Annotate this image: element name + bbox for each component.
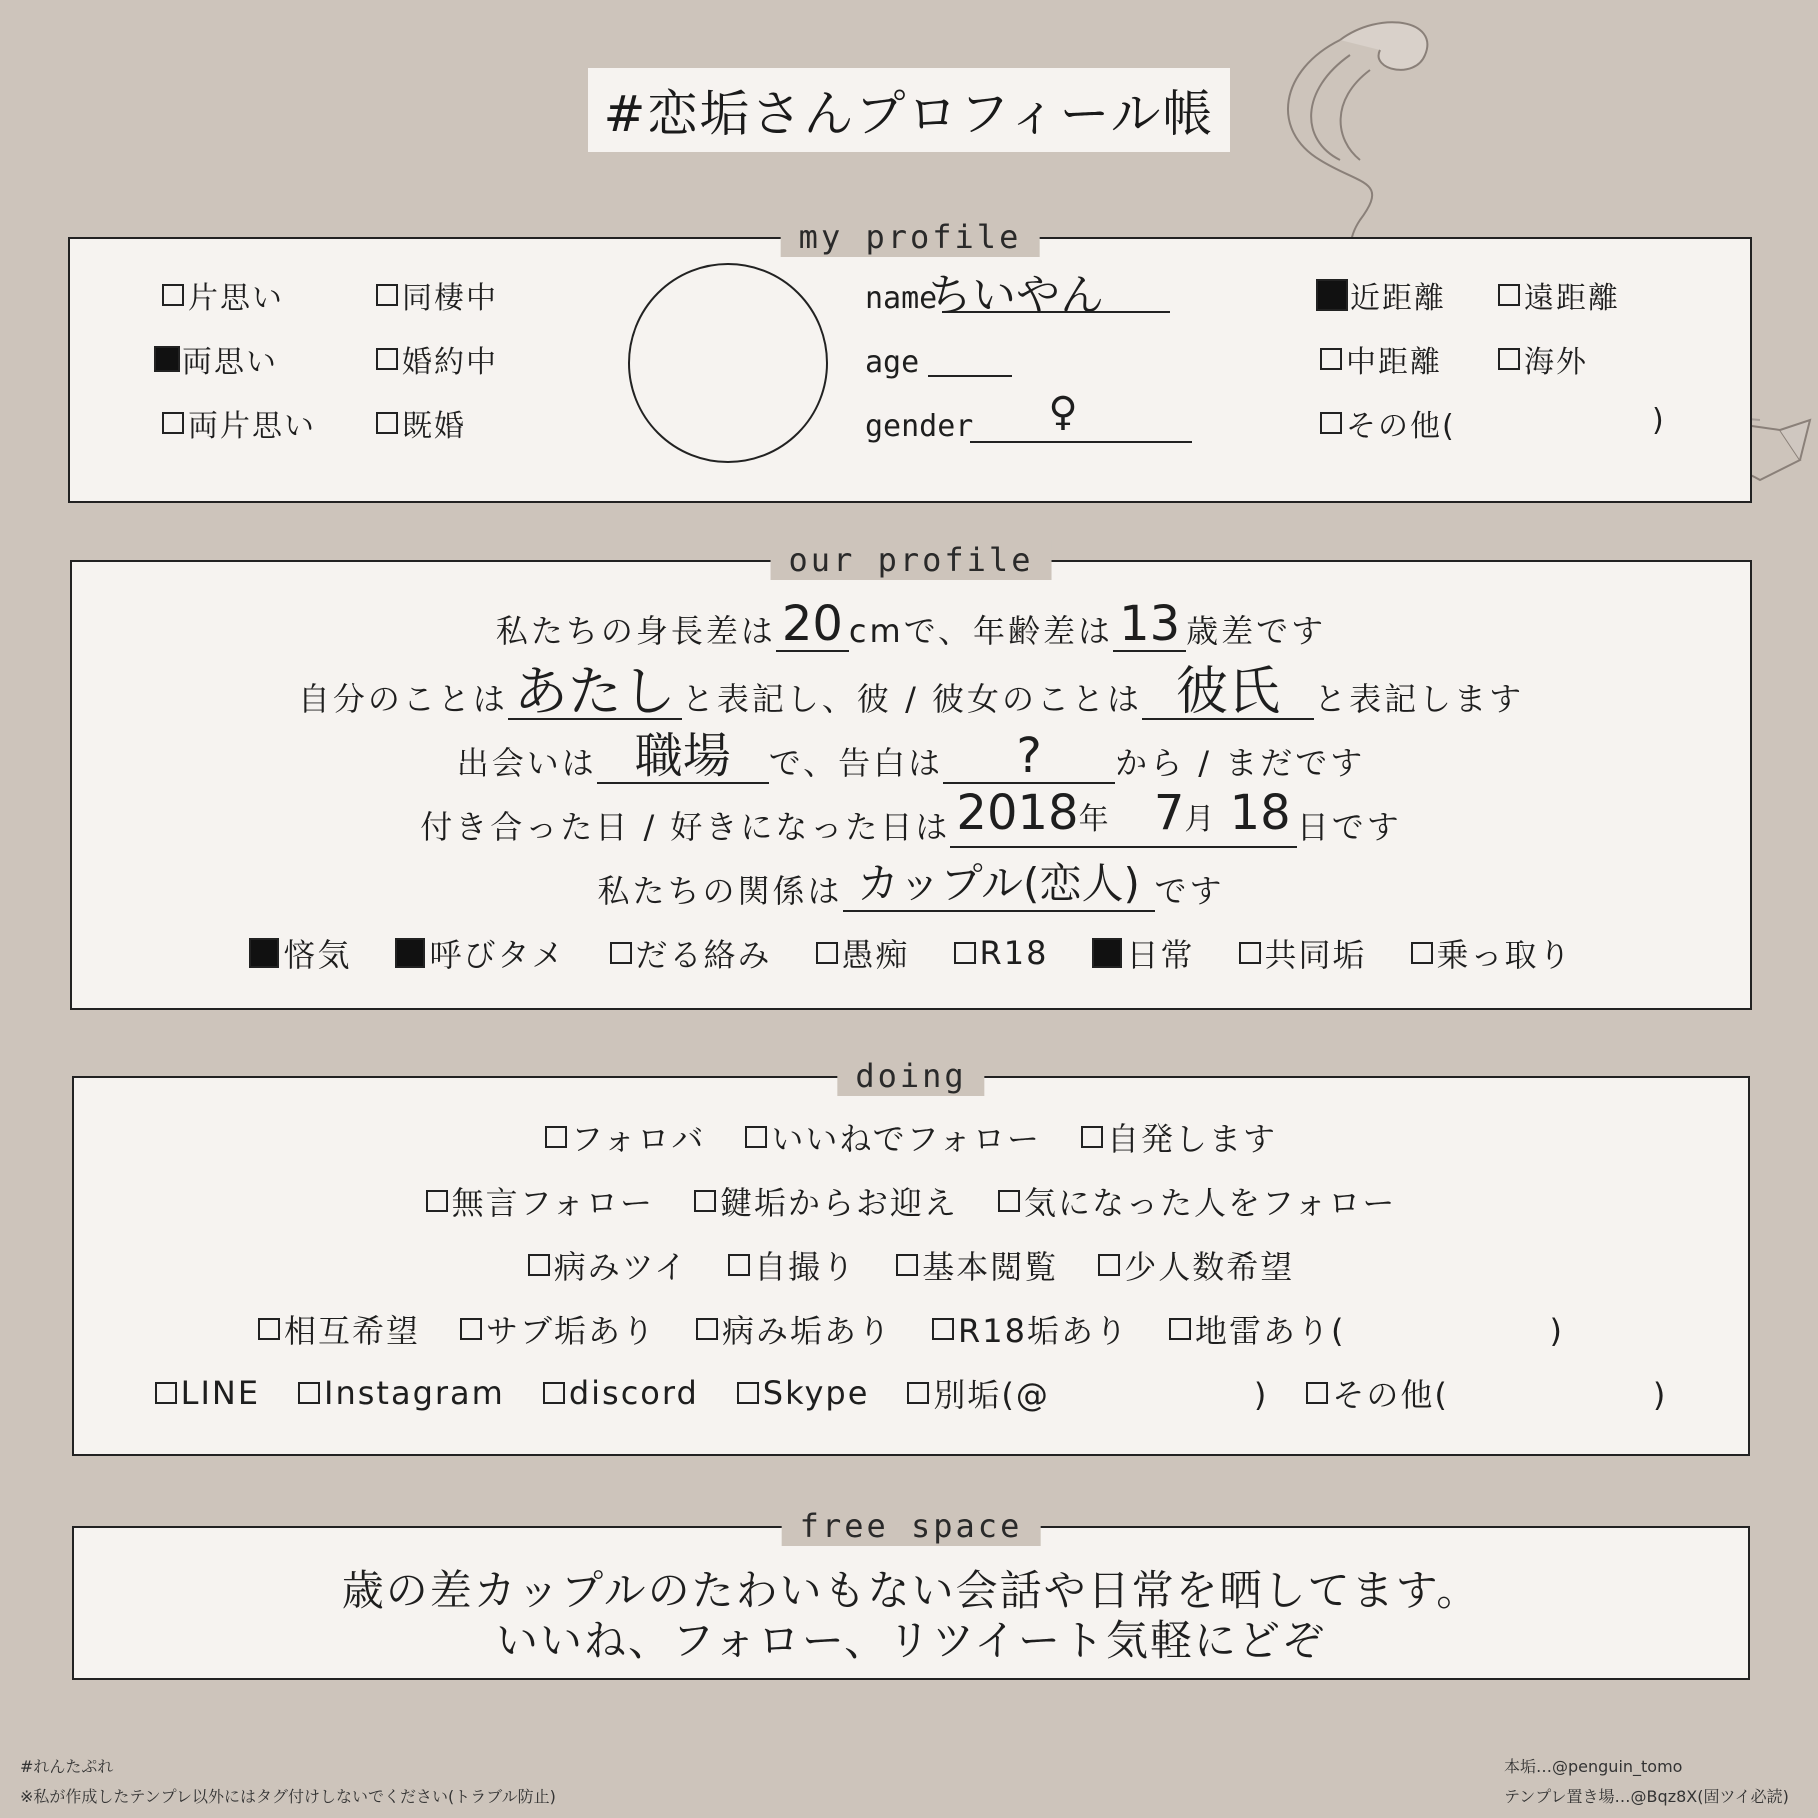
checkbox[interactable] (696, 1318, 718, 1340)
doing-sougo[interactable]: 相互希望 (258, 1306, 420, 1352)
doing-follow-back[interactable]: フォロバ (545, 1114, 705, 1160)
doing-row-3 (74, 1242, 1748, 1288)
option-kinkyori[interactable]: 近距離 (1316, 273, 1446, 317)
doing-betsuaka[interactable]: 別垢(@ ) (907, 1370, 1268, 1416)
free-space-line-2: いいね、フォロー、リツイート気軽にどぞ (495, 1616, 1327, 1665)
footer-tag: #れんたぷれ (20, 1757, 114, 1776)
doing-yamiaka[interactable]: 病み垢あり (696, 1306, 892, 1352)
checkbox[interactable] (1320, 412, 1342, 434)
our-profile-section (70, 541, 1752, 1010)
other-close-paren: ) (1652, 403, 1664, 438)
doing-sonota[interactable]: その他( ) (1306, 1370, 1667, 1416)
doing-jirai[interactable]: 地雷あり( ) (1169, 1306, 1564, 1352)
checkbox[interactable] (426, 1190, 448, 1212)
option-ryouomoi[interactable]: 両思い (154, 337, 278, 381)
checkbox[interactable] (694, 1190, 716, 1212)
option-dousei[interactable]: 同棲中 (376, 273, 498, 317)
doing-mugon-follow[interactable]: 無言フォロー (426, 1178, 654, 1224)
checkbox[interactable] (816, 942, 838, 964)
footer-note: ※私が作成したテンプレ以外にはタグ付けしないでください(トラブル防止) (20, 1787, 556, 1806)
doing-yamitsui[interactable]: 病みツイ (528, 1242, 688, 1288)
footer-template-place: テンプレ置き場…@Bqz8X(固ツイ必読) (1504, 1787, 1789, 1806)
doing-kininatta[interactable]: 気になった人をフォロー (998, 1178, 1396, 1224)
checkbox[interactable] (1306, 1382, 1328, 1404)
checkbox-checked[interactable] (1316, 279, 1348, 311)
option-kikon[interactable]: 既婚 (376, 401, 466, 445)
tag-darukarami[interactable]: だる絡み (610, 930, 772, 976)
checkbox[interactable] (954, 942, 976, 964)
doing-legend: doing (837, 1056, 984, 1096)
month-value: 7 (1153, 785, 1185, 841)
doing-kagiaka[interactable]: 鍵垢からお迎え (694, 1178, 958, 1224)
height-age-line: 私たちの身長差は 20 cmで、年齢差は 13 歳差です (495, 596, 1327, 652)
option-kaigai[interactable]: 海外 (1498, 337, 1588, 381)
checkbox-checked[interactable] (154, 346, 180, 372)
checkbox[interactable] (998, 1190, 1020, 1212)
checkbox[interactable] (155, 1382, 177, 1404)
year-value: 2018 (956, 785, 1079, 841)
doing-shouninzuu[interactable]: 少人数希望 (1098, 1242, 1294, 1288)
name-value: ちいやん (928, 270, 1104, 321)
checkbox[interactable] (1081, 1126, 1103, 1148)
checkbox[interactable] (376, 412, 398, 434)
checkbox[interactable] (545, 1126, 567, 1148)
option-sonota-distance[interactable]: その他( (1320, 401, 1456, 445)
date-field[interactable]: 2018年 7月 18 (950, 787, 1296, 848)
option-enkyori[interactable]: 遠距離 (1498, 273, 1620, 317)
footer-main-account: 本垢…@penguin_tomo (1504, 1757, 1683, 1776)
doing-r18aka[interactable]: R18垢あり (932, 1306, 1129, 1352)
checkbox[interactable] (298, 1382, 320, 1404)
checkbox[interactable] (376, 284, 398, 306)
free-space-section (72, 1507, 1750, 1680)
checkbox[interactable] (907, 1382, 929, 1404)
checkbox[interactable] (1498, 348, 1520, 370)
gender-field[interactable] (970, 389, 1192, 443)
checkbox[interactable] (896, 1254, 918, 1276)
my-profile-section (68, 218, 1752, 503)
doing-subaka[interactable]: サブ垢あり (460, 1306, 656, 1352)
confession-field[interactable]: ? (943, 730, 1115, 784)
checkbox[interactable] (528, 1254, 550, 1276)
page-title: #恋垢さんプロフィール帳 (588, 68, 1230, 152)
tag-guchi[interactable]: 愚痴 (816, 930, 910, 976)
checkbox[interactable] (543, 1382, 565, 1404)
partner-pronoun-field[interactable]: 彼氏 (1142, 666, 1314, 720)
age-diff-field[interactable]: 13 (1113, 598, 1186, 652)
doing-row-2 (74, 1178, 1748, 1224)
checkbox[interactable] (1098, 1254, 1120, 1276)
gender-value: ♀ (1048, 389, 1078, 435)
checkbox[interactable] (258, 1318, 280, 1340)
tag-kyoudou[interactable]: 共同垢 (1239, 930, 1367, 976)
checkbox[interactable] (376, 348, 398, 370)
relationship-field[interactable]: カップル(恋人) (843, 858, 1155, 912)
option-chukyori[interactable]: 中距離 (1320, 337, 1442, 381)
tag-nichijou[interactable]: 日常 (1092, 930, 1194, 976)
doing-line[interactable]: LINE (155, 1370, 260, 1416)
doing-kihon-etsuran[interactable]: 基本閲覧 (896, 1242, 1058, 1288)
self-pronoun-field[interactable]: あたし (508, 666, 682, 720)
doing-instagram[interactable]: Instagram (298, 1370, 505, 1416)
checkbox[interactable] (162, 412, 184, 434)
meeting-line: 出会いは 職場 で、告白は ? から / まだです (456, 728, 1366, 784)
checkbox-checked[interactable] (395, 938, 425, 968)
our-profile-legend: our profile (771, 540, 1052, 580)
pronoun-line: 自分のことは あたし と表記し、彼 / 彼女のことは 彼氏 と表記します (297, 660, 1525, 723)
height-diff-field[interactable]: 20 (776, 598, 849, 652)
checkbox-checked[interactable] (1092, 938, 1122, 968)
gender-label: gender (865, 409, 974, 444)
my-profile-legend: my profile (781, 217, 1040, 257)
free-space-line-1: 歳の差カップルのたわいもない会話や日常を晒してます。 (341, 1566, 1481, 1615)
day-value: 18 (1229, 785, 1291, 841)
tag-r18[interactable]: R18 (954, 930, 1049, 976)
checkbox[interactable] (1498, 284, 1520, 306)
doing-skype[interactable]: Skype (737, 1370, 870, 1416)
checkbox[interactable] (610, 942, 632, 964)
doing-like-follow[interactable]: いいねでフォロー (745, 1114, 1041, 1160)
doing-row-1 (74, 1114, 1748, 1160)
checkbox[interactable] (1239, 942, 1261, 964)
checkbox-checked[interactable] (249, 938, 279, 968)
doing-jihatsu[interactable]: 自発します (1081, 1114, 1277, 1160)
doing-discord[interactable]: discord (543, 1370, 699, 1416)
free-space-legend: free space (782, 1506, 1041, 1546)
name-field[interactable] (928, 259, 1170, 321)
checkbox[interactable] (1320, 348, 1342, 370)
tag-nottori[interactable]: 乗っ取り (1411, 930, 1573, 976)
checkbox[interactable] (737, 1382, 759, 1404)
avatar-circle[interactable] (628, 263, 828, 463)
doing-section (72, 1057, 1750, 1456)
checkbox[interactable] (745, 1126, 767, 1148)
tag-rinki[interactable]: 悋気 (249, 930, 351, 976)
checkbox[interactable] (162, 284, 184, 306)
checkbox[interactable] (728, 1254, 750, 1276)
age-label: age (865, 345, 920, 380)
option-konyaku[interactable]: 婚約中 (376, 337, 498, 381)
checkbox[interactable] (1411, 942, 1433, 964)
doing-row-5 (74, 1370, 1748, 1416)
option-kataomoi[interactable]: 片思い (162, 273, 284, 317)
checkbox[interactable] (932, 1318, 954, 1340)
relationship-line: 私たちの関係は カップル(恋人) です (597, 859, 1225, 910)
checkbox[interactable] (460, 1318, 482, 1340)
option-ryoukataomoi[interactable]: 両片思い (162, 401, 316, 445)
checkbox[interactable] (1169, 1318, 1191, 1340)
name-label: name (865, 281, 938, 316)
date-line: 付き合った日 / 好きになった日は 2018年 7月 18 日です (420, 785, 1402, 846)
doing-jidori[interactable]: 自撮り (728, 1242, 856, 1288)
age-field[interactable] (928, 331, 1012, 377)
relationship-tags (72, 930, 1750, 976)
meet-place-field[interactable]: 職場 (597, 730, 769, 784)
tag-yobitame[interactable]: 呼びタメ (395, 930, 565, 976)
doing-row-4 (74, 1306, 1748, 1352)
